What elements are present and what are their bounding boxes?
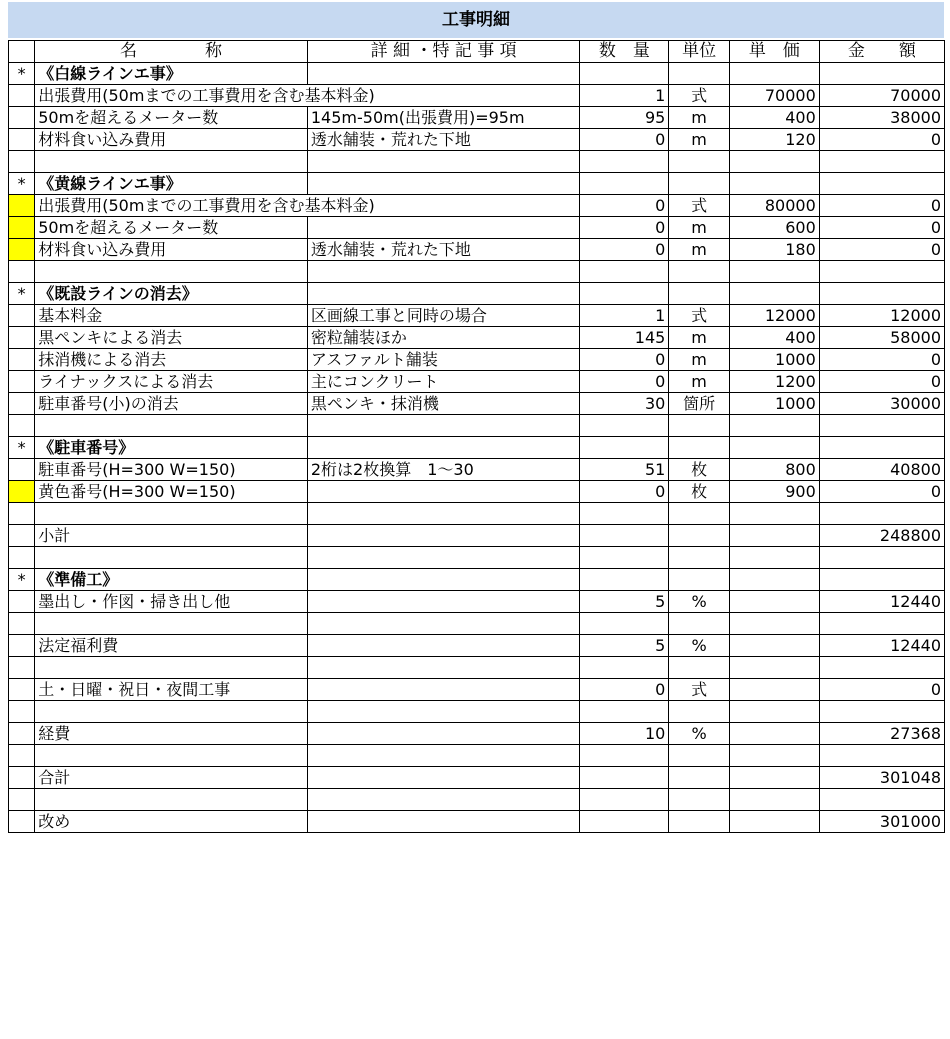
empty-cell [819, 261, 944, 283]
amount-cell [819, 283, 944, 305]
item-name: 黒ペンキによる消去 [35, 327, 308, 349]
row-mark-cell [9, 723, 35, 745]
item-price [729, 591, 819, 613]
empty-cell [35, 701, 308, 723]
item-unit: m [669, 349, 730, 371]
empty-cell [580, 657, 669, 679]
item-detail: アスファルト舗装 [307, 349, 580, 371]
empty-cell [819, 789, 944, 811]
section-title: 《準備工》 [35, 569, 308, 591]
empty-cell [669, 657, 730, 679]
header-mark-cell [9, 41, 35, 63]
item-detail: 2桁は2枚換算 1～30 [307, 459, 580, 481]
detail-cell [307, 283, 580, 305]
empty-cell [307, 613, 580, 635]
item-price [729, 767, 819, 789]
row-mark-cell [9, 613, 35, 635]
item-name: 材料食い込み費用 [35, 239, 308, 261]
item-price: 1000 [729, 349, 819, 371]
item-unit: m [669, 371, 730, 393]
table-row [9, 327, 945, 349]
item-detail: 145m-50m(出張費用)=95m [307, 107, 580, 129]
empty-cell [669, 261, 730, 283]
table-row [9, 239, 945, 261]
blank-row [9, 745, 945, 767]
empty-cell [580, 789, 669, 811]
empty-cell [729, 613, 819, 635]
table-row [9, 591, 945, 613]
item-detail [307, 723, 580, 745]
qty-cell [580, 569, 669, 591]
item-qty [580, 811, 669, 833]
item-detail [307, 811, 580, 833]
row-mark-cell [9, 745, 35, 767]
item-price [729, 635, 819, 657]
item-name: 土・日曜・祝日・夜間工事 [35, 679, 308, 701]
table-row [9, 525, 945, 547]
item-amount: 0 [819, 481, 944, 503]
price-cell [729, 173, 819, 195]
empty-cell [580, 547, 669, 569]
header-row [9, 41, 945, 63]
empty-cell [729, 701, 819, 723]
item-unit: % [669, 635, 730, 657]
item-amount: 58000 [819, 327, 944, 349]
blank-row [9, 151, 945, 173]
item-amount: 0 [819, 195, 944, 217]
table-row [9, 481, 945, 503]
item-unit: m [669, 129, 730, 151]
row-mark-cell [9, 811, 35, 833]
empty-cell [580, 701, 669, 723]
item-qty: 1 [580, 85, 669, 107]
item-name: 50mを超えるメーター数 [35, 107, 308, 129]
empty-cell [669, 745, 730, 767]
empty-cell [35, 151, 308, 173]
empty-cell [669, 613, 730, 635]
table-row [9, 767, 945, 789]
item-name: 合計 [35, 767, 308, 789]
row-mark-cell [9, 679, 35, 701]
empty-cell [729, 745, 819, 767]
item-detail: 黒ペンキ・抹消機 [307, 393, 580, 415]
item-detail [307, 525, 580, 547]
item-qty: 0 [580, 217, 669, 239]
detail-cell [307, 173, 580, 195]
unit-cell [669, 173, 730, 195]
item-price: 180 [729, 239, 819, 261]
table-row [9, 107, 945, 129]
row-mark-cell [9, 657, 35, 679]
empty-cell [729, 657, 819, 679]
item-price: 600 [729, 217, 819, 239]
row-mark-cell [9, 459, 35, 481]
table-row [9, 217, 945, 239]
empty-cell [580, 151, 669, 173]
blank-row [9, 613, 945, 635]
empty-cell [580, 261, 669, 283]
item-unit [669, 811, 730, 833]
item-qty: 0 [580, 239, 669, 261]
item-amount: 40800 [819, 459, 944, 481]
empty-cell [729, 415, 819, 437]
item-qty: 95 [580, 107, 669, 129]
sheet-title: 工事明細 [8, 2, 944, 38]
blank-row [9, 789, 945, 811]
item-amount: 0 [819, 349, 944, 371]
item-unit: % [669, 723, 730, 745]
item-amount: 12440 [819, 591, 944, 613]
empty-cell [729, 151, 819, 173]
table-row [9, 679, 945, 701]
header-detail: 詳 細 ・特 記 事 項 [307, 41, 580, 63]
qty-cell [580, 283, 669, 305]
amount-cell [819, 569, 944, 591]
item-detail [307, 679, 580, 701]
empty-cell [819, 151, 944, 173]
item-amount: 0 [819, 679, 944, 701]
item-price [729, 525, 819, 547]
item-amount: 301048 [819, 767, 944, 789]
qty-cell [580, 437, 669, 459]
header-price: 単 価 [729, 41, 819, 63]
item-price: 800 [729, 459, 819, 481]
item-unit: 式 [669, 85, 730, 107]
row-mark-cell [9, 701, 35, 723]
table-row [9, 811, 945, 833]
item-name: 改め [35, 811, 308, 833]
table-row [9, 723, 945, 745]
price-cell [729, 283, 819, 305]
item-qty: 5 [580, 635, 669, 657]
item-unit: 箇所 [669, 393, 730, 415]
amount-cell [819, 63, 944, 85]
item-unit: m [669, 217, 730, 239]
detail-cell [307, 437, 580, 459]
table-row [9, 305, 945, 327]
table-row [9, 85, 945, 107]
item-amount: 248800 [819, 525, 944, 547]
section-row [9, 569, 945, 591]
empty-cell [580, 745, 669, 767]
item-name: 法定福利費 [35, 635, 308, 657]
row-mark-cell [9, 767, 35, 789]
item-qty: 30 [580, 393, 669, 415]
empty-cell [307, 151, 580, 173]
item-amount: 38000 [819, 107, 944, 129]
item-qty: 1 [580, 305, 669, 327]
item-unit: 式 [669, 195, 730, 217]
item-name: ライナックスによる消去 [35, 371, 308, 393]
row-mark-cell [9, 393, 35, 415]
section-row [9, 173, 945, 195]
item-unit: m [669, 327, 730, 349]
section-title: 《駐車番号》 [35, 437, 308, 459]
row-mark-cell: * [9, 437, 35, 459]
item-qty: 0 [580, 129, 669, 151]
blank-row [9, 657, 945, 679]
item-unit: 式 [669, 305, 730, 327]
row-mark-cell [9, 481, 35, 503]
table-row [9, 393, 945, 415]
empty-cell [35, 657, 308, 679]
blank-row [9, 261, 945, 283]
blank-row [9, 503, 945, 525]
item-amount: 301000 [819, 811, 944, 833]
table-row [9, 349, 945, 371]
empty-cell [35, 789, 308, 811]
item-qty: 0 [580, 349, 669, 371]
price-cell [729, 437, 819, 459]
row-mark-cell [9, 547, 35, 569]
row-mark-cell [9, 85, 35, 107]
item-detail: 密粒舗装ほか [307, 327, 580, 349]
row-mark-cell [9, 635, 35, 657]
empty-cell [669, 415, 730, 437]
item-unit: 式 [669, 679, 730, 701]
empty-cell [669, 151, 730, 173]
section-title: 《既設ラインの消去》 [35, 283, 308, 305]
item-price: 900 [729, 481, 819, 503]
item-price: 1200 [729, 371, 819, 393]
row-mark-cell [9, 239, 35, 261]
detail-cell [307, 63, 580, 85]
empty-cell [819, 701, 944, 723]
empty-cell [669, 503, 730, 525]
row-mark-cell [9, 107, 35, 129]
table-row [9, 635, 945, 657]
row-mark-cell [9, 261, 35, 283]
item-qty: 145 [580, 327, 669, 349]
item-name: 基本料金 [35, 305, 308, 327]
item-detail [307, 635, 580, 657]
price-cell [729, 569, 819, 591]
item-qty: 10 [580, 723, 669, 745]
empty-cell [35, 547, 308, 569]
item-amount: 12440 [819, 635, 944, 657]
qty-cell [580, 173, 669, 195]
item-qty: 0 [580, 481, 669, 503]
amount-cell [819, 173, 944, 195]
item-name: 50mを超えるメーター数 [35, 217, 308, 239]
item-unit: 枚 [669, 459, 730, 481]
row-mark-cell [9, 151, 35, 173]
item-detail [307, 767, 580, 789]
item-price: 120 [729, 129, 819, 151]
item-amount: 0 [819, 217, 944, 239]
empty-cell [35, 613, 308, 635]
empty-cell [35, 503, 308, 525]
empty-cell [35, 261, 308, 283]
item-name: 小計 [35, 525, 308, 547]
item-amount: 70000 [819, 85, 944, 107]
empty-cell [307, 789, 580, 811]
item-unit [669, 525, 730, 547]
header-name: 名 称 [35, 41, 308, 63]
unit-cell [669, 569, 730, 591]
item-price: 12000 [729, 305, 819, 327]
empty-cell [580, 415, 669, 437]
qty-cell [580, 63, 669, 85]
unit-cell [669, 63, 730, 85]
blank-row [9, 547, 945, 569]
row-mark-cell [9, 591, 35, 613]
empty-cell [35, 745, 308, 767]
item-price: 400 [729, 107, 819, 129]
row-mark-cell [9, 503, 35, 525]
empty-cell [580, 613, 669, 635]
amount-cell [819, 437, 944, 459]
row-mark-cell: * [9, 569, 35, 591]
item-price: 80000 [729, 195, 819, 217]
table-row [9, 195, 945, 217]
unit-cell [669, 437, 730, 459]
item-detail [307, 591, 580, 613]
item-name: 出張費用(50mまでの工事費用を含む基本料金) [35, 85, 580, 107]
empty-cell [729, 789, 819, 811]
item-detail: 透水舗装・荒れた下地 [307, 129, 580, 151]
item-price: 400 [729, 327, 819, 349]
row-mark-cell [9, 195, 35, 217]
empty-cell [307, 415, 580, 437]
empty-cell [819, 657, 944, 679]
item-price [729, 679, 819, 701]
blank-row [9, 701, 945, 723]
table-row [9, 459, 945, 481]
blank-row [9, 415, 945, 437]
item-qty: 5 [580, 591, 669, 613]
section-row [9, 63, 945, 85]
header-qty: 数 量 [580, 41, 669, 63]
row-mark-cell [9, 789, 35, 811]
item-name: 経費 [35, 723, 308, 745]
header-amount: 金 額 [819, 41, 944, 63]
empty-cell [307, 701, 580, 723]
empty-cell [307, 657, 580, 679]
empty-cell [35, 415, 308, 437]
empty-cell [819, 547, 944, 569]
row-mark-cell: * [9, 173, 35, 195]
row-mark-cell [9, 525, 35, 547]
item-detail: 区画線工事と同時の場合 [307, 305, 580, 327]
row-mark-cell [9, 305, 35, 327]
item-amount: 30000 [819, 393, 944, 415]
item-name: 駐車番号(H=300 W=150) [35, 459, 308, 481]
row-mark-cell [9, 327, 35, 349]
section-row [9, 437, 945, 459]
table-row [9, 129, 945, 151]
item-qty: 0 [580, 195, 669, 217]
empty-cell [307, 745, 580, 767]
row-mark-cell [9, 129, 35, 151]
item-price: 70000 [729, 85, 819, 107]
item-unit: m [669, 107, 730, 129]
empty-cell [729, 503, 819, 525]
item-qty: 51 [580, 459, 669, 481]
row-mark-cell [9, 349, 35, 371]
item-name: 出張費用(50mまでの工事費用を含む基本料金) [35, 195, 580, 217]
section-title: 《白線ラインエ事》 [35, 63, 308, 85]
item-qty: 0 [580, 679, 669, 701]
empty-cell [729, 547, 819, 569]
item-qty [580, 767, 669, 789]
item-price: 1000 [729, 393, 819, 415]
item-amount: 0 [819, 129, 944, 151]
item-unit: 枚 [669, 481, 730, 503]
section-title: 《黄線ラインエ事》 [35, 173, 308, 195]
item-name: 墨出し・作図・掃き出し他 [35, 591, 308, 613]
item-detail: 主にコンクリート [307, 371, 580, 393]
row-mark-cell: * [9, 63, 35, 85]
estimate-table [8, 40, 945, 833]
row-mark-cell [9, 371, 35, 393]
empty-cell [669, 547, 730, 569]
detail-cell [307, 569, 580, 591]
item-detail: 透水舗装・荒れた下地 [307, 239, 580, 261]
item-unit: % [669, 591, 730, 613]
item-unit [669, 767, 730, 789]
empty-cell [729, 261, 819, 283]
item-amount: 27368 [819, 723, 944, 745]
item-detail [307, 481, 580, 503]
item-unit: m [669, 239, 730, 261]
unit-cell [669, 283, 730, 305]
item-qty [580, 525, 669, 547]
header-unit: 単位 [669, 41, 730, 63]
item-amount: 12000 [819, 305, 944, 327]
empty-cell [669, 701, 730, 723]
section-row [9, 283, 945, 305]
empty-cell [819, 415, 944, 437]
item-name: 抹消機による消去 [35, 349, 308, 371]
item-name: 黄色番号(H=300 W=150) [35, 481, 308, 503]
item-qty: 0 [580, 371, 669, 393]
empty-cell [669, 789, 730, 811]
item-amount: 0 [819, 371, 944, 393]
table-row [9, 371, 945, 393]
empty-cell [580, 503, 669, 525]
item-price [729, 723, 819, 745]
item-amount: 0 [819, 239, 944, 261]
empty-cell [819, 503, 944, 525]
item-price [729, 811, 819, 833]
empty-cell [307, 261, 580, 283]
item-name: 材料食い込み費用 [35, 129, 308, 151]
row-mark-cell [9, 217, 35, 239]
row-mark-cell [9, 415, 35, 437]
item-detail [307, 217, 580, 239]
price-cell [729, 63, 819, 85]
item-name: 駐車番号(小)の消去 [35, 393, 308, 415]
row-mark-cell: * [9, 283, 35, 305]
empty-cell [819, 613, 944, 635]
empty-cell [307, 503, 580, 525]
empty-cell [819, 745, 944, 767]
empty-cell [307, 547, 580, 569]
